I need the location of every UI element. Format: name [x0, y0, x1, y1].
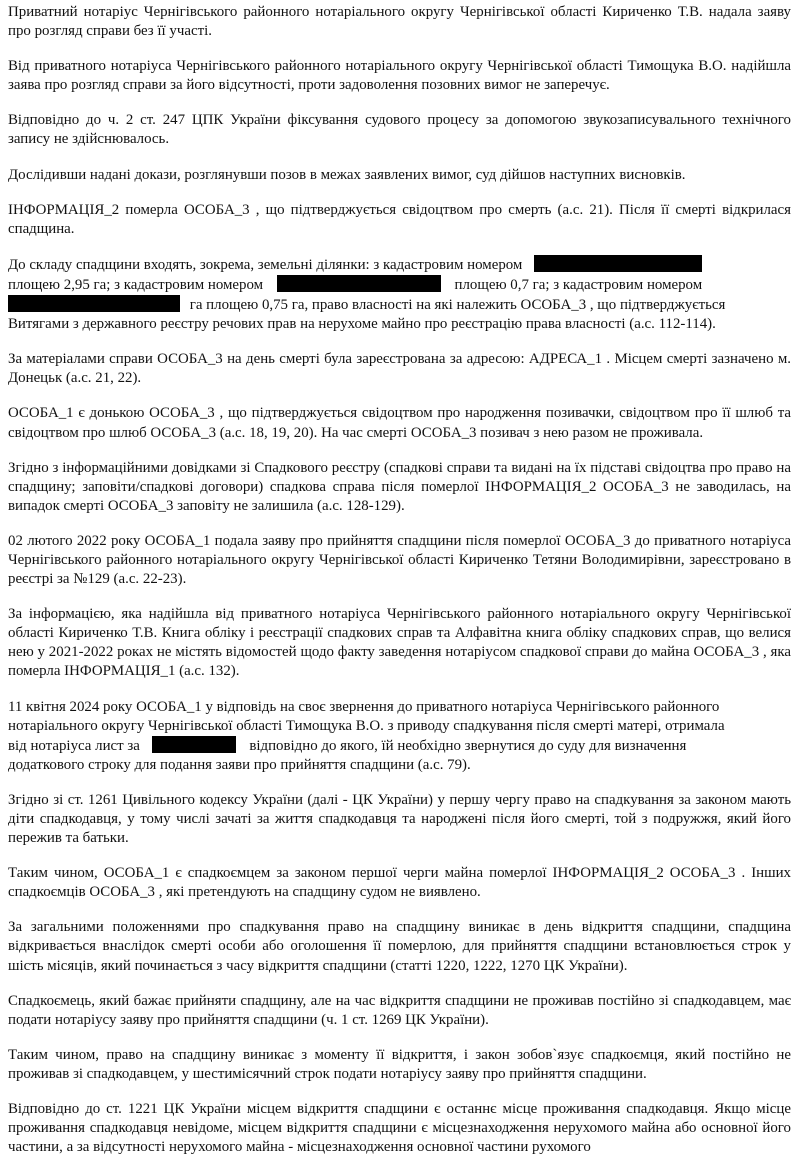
letter-line-3 — [8, 736, 791, 756]
redacted-cadastral-number — [277, 275, 441, 292]
paragraph-article-1221: Відповідно до ст. 1221 ЦК України місцем відкриття спадщини є останнє місце проживання спадкодавця. Якщо місце проживання спадкодавця невідоме, місцем відкриття спадщини є місцезнаходження нерухомого майна або основної його частини, а за відсутності нерухомого майна - місцезнаходження основної частини рухомого — [8, 1101, 791, 1156]
paragraph-application-2022: 02 лютого 2022 року ОСОБА_1 подала заяву про прийняття спадщини після померлої ОСОБА_3 до приватного нотаріуса Чернігівського районного нотаріального округу Чернігівської області Кириченко Тетяни Володимирівни, зареєстровано в реєстрі за №129 (а.с. 22-23). — [8, 532, 791, 588]
redacted-cadastral-number — [534, 255, 702, 272]
letter-text-d: відповідно до якого, їй необхідно звернутися до суду для визначення — [249, 737, 687, 754]
estate-line-1 — [8, 255, 791, 275]
paragraph-notary-tymoshchuk: Від приватного нотаріуса Чернігівського районного нотаріального округу Чернігівської області Тимощука В.О. надійшла заява про розгляд справи за його відсутності, проти задоволення позовних вимог не заперечує. — [8, 58, 791, 94]
estate-text-d: га площею 0,75 га, право власності на які належить ОСОБА_3 , що підтверджується — [189, 297, 726, 314]
paragraph-six-month-term: Таким чином, право на спадщину виникає з моменту її відкриття, і закон зобов`язує спадкоємця, який постійно не проживав зі спадкодавцем, у шестимісячний строк подати нотаріусу заяву про прийняття спадщини. — [8, 1046, 791, 1082]
paragraph-notary-kyrychenko: Приватний нотаріус Чернігівського районного нотаріального округу Чернігівської області Кириченко Т.В. надала заяву про розгляд справи без її участі. — [8, 4, 791, 40]
estate-text-b: площею 2,95 га; з кадастровим номером — [8, 276, 264, 293]
paragraph-article-1269: Спадкоємець, який бажає прийняти спадщину, але на час відкриття спадщини не проживав постійно зі спадкодавцем, має подати нотаріусу заяву про прийняття спадщини (ч. 1 ст. 1269 ЦК України). — [8, 992, 791, 1028]
paragraph-findings-intro: Дослідивши надані докази, розглянувши позов в межах заявлених вимог, суд дійшов наступних висновків. — [8, 166, 686, 183]
letter-line-1: 11 квітня 2024 року ОСОБА_1 у відповідь на своє звернення до приватного нотаріуса Чернігівського районного — [8, 698, 720, 715]
redacted-letter-number — [152, 736, 236, 753]
paragraph-death: ІНФОРМАЦІЯ_2 померла ОСОБА_3 , що підтверджується свідоцтвом про смерть (а.с. 21). Після її смерті відкрилася спадщина. — [8, 201, 791, 237]
estate-line-2 — [8, 275, 791, 295]
letter-line-4: додаткового строку для подання заяви про прийняття спадщини (а.с. 79). — [8, 756, 471, 773]
paragraph-recording: Відповідно до ч. 2 ст. 247 ЦПК України фіксування судового процесу за допомогою звукозаписувального технічного запису не здійснювалось. — [8, 112, 791, 148]
letter-line-2: нотаріального округу Чернігівської області Тимощука В.О. з приводу спадкування після смерті матері, отримала — [8, 717, 725, 734]
paragraph-daughter: ОСОБА_1 є донькою ОСОБА_3 , що підтверджується свідоцтвом про народження позивачки, свідоцтвом про її шлюб та свідоцтвом про шлюб ОСОБА_3 (а.с. 18, 19, 20). На час смерті ОСОБА_3 позивач з нею разом не проживала. — [8, 405, 791, 441]
paragraph-registration-address: За матеріалами справи ОСОБА_3 на день смерті була зареєстрована за адресою: АДРЕСА_1 . Місцем смерті зазначено м. Донецьк (а.с. 21, 22). — [8, 351, 791, 387]
paragraph-general-provisions: За загальними положеннями про спадкування право на спадщину виникає в день відкриття спадщини, спадщина відкривається внаслідок смерті особи або оголошення її померлою, для прийняття спадщини встановлюється строк у шість місяців, який починається з часу відкриття спадщини (статті 1220, 1222, 1270 ЦК України). — [8, 919, 791, 974]
paragraph-first-order-heir: Таким чином, ОСОБА_1 є спадкоємцем за законом першої черги майна померлої ІНФОРМАЦІЯ_2 ОСОБА_3 . Інших спадкоємців ОСОБА_3 , які претендують на спадщину судом не виявлено. — [8, 865, 791, 901]
estate-text-c: площею 0,7 га; з кадастровим номером — [454, 276, 703, 293]
estate-text-a: До складу спадщини входять, зокрема, земельні ділянки: з кадастровим номером — [8, 256, 523, 273]
paragraph-notary-letter-2024 — [8, 698, 791, 775]
estate-line-3 — [8, 295, 791, 315]
redacted-cadastral-number — [8, 295, 180, 312]
paragraph-estate-composition — [8, 255, 791, 334]
paragraph-notary-information: За інформацією, яка надійшла від приватного нотаріуса Чернігівського районного нотаріального округу Чернігівської області Кириченко Т.В. Книга обліку і реєстрації спадкових справ та Алфавітна книга обліку спадкових справ, що велися нею у 2021-2022 роках не містять відомостей щодо факту заведення нотаріусом спадкової справи до майна ОСОБА_3 , яка померла ІНФОРМАЦІЯ_1 (а.с. 132). — [8, 606, 791, 680]
letter-text-c: від нотаріуса лист за — [8, 737, 140, 754]
document-page — [8, 0, 791, 1157]
paragraph-article-1261: Згідно зі ст. 1261 Цивільного кодексу України (далі - ЦК України) у першу чергу право на спадкування за законом мають діти спадкодавця, у тому числі зачаті за життя спадкодавця та народжені після його смерті, той з подружжя, який його пережив та батьки. — [8, 791, 791, 847]
estate-line-4: Витягами з державного реєстру речових прав на нерухоме майно про реєстрацію права власності (а.с. 112-114). — [8, 316, 716, 333]
paragraph-inheritance-register: Згідно з інформаційними довідками зі Спадкового реєстру (спадкові справи та видані на їх підставі свідоцтва про право на спадщину; заповіти/спадкові договори) спадкова справа після померлої ІНФОРМАЦІЯ_2 ОСОБА_3 не заводилась, на випадок смерті ОСОБА_3 заповіту не залишила (а.с. 128-129). — [8, 459, 791, 514]
